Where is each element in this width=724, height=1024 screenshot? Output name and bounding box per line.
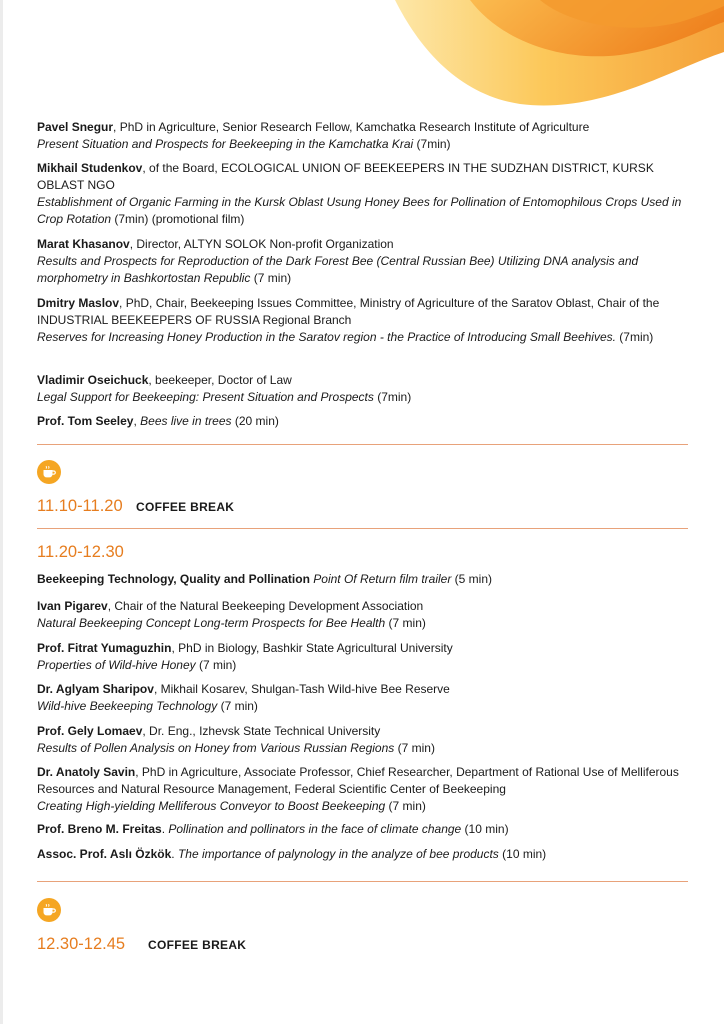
speaker-name: Mikhail Studenkov	[37, 161, 143, 175]
talk-item	[37, 821, 697, 838]
speaker-affiliation: .	[171, 847, 178, 861]
talk-title: Reserves for Increasing Honey Production in the Saratov region - the Practice of Introducing Small Beehives.	[37, 330, 616, 344]
talk-duration: (5 min)	[451, 572, 492, 586]
break-label: COFFEE BREAK	[136, 500, 235, 514]
speaker-name: Prof. Fitrat Yumaguzhin	[37, 641, 172, 655]
talk-title: Point Of Return film trailer	[313, 572, 452, 586]
speaker-affiliation: , Chair of the Natural Beekeeping Development Association	[107, 599, 424, 613]
talk-duration: (7 min)	[385, 616, 426, 630]
talk-item	[37, 640, 697, 674]
speaker-affiliation: , of the Board, ECOLOGICAL UNION OF BEEKEEPERS IN THE SUDZHAN DISTRICT, KURSK OBLAST NGO	[37, 161, 654, 192]
speaker-name: Dmitry Maslov	[37, 296, 120, 310]
talk-duration: (7min) (promotional film)	[111, 212, 245, 226]
break-label: COFFEE BREAK	[148, 938, 247, 952]
coffee-cup-icon	[37, 898, 61, 922]
talk-item	[37, 598, 697, 632]
session-time: 11.20-12.30	[37, 543, 124, 561]
talk-duration: (20 min)	[231, 414, 279, 428]
talk-title: Results of Pollen Analysis on Honey from Various Russian Regions	[37, 741, 395, 755]
talk-title: Creating High-yielding Melliferous Conveyor to Boost Beekeeping	[37, 799, 386, 813]
talk-duration: (7 min)	[394, 741, 435, 755]
talk-duration: (7 min)	[195, 658, 237, 672]
talk-item	[37, 372, 697, 406]
speaker-affiliation: , Mikhail Kosarev, Shulgan-Tash Wild-hive Bee Reserve	[153, 682, 450, 696]
talk-title: Establishment of Organic Farming in the Kursk Oblast Usung Honey Bees for Pollination of Entomophilous Crops Used in Crop Rotation	[37, 195, 682, 226]
speaker-name: Dr. Anatoly Savin	[37, 765, 136, 779]
talk-duration: (7 min)	[250, 271, 292, 285]
speaker-affiliation: , beekeeper, Doctor of Law	[148, 373, 292, 387]
talk-title: Legal Support for Beekeeping: Present Situation and Prospects	[37, 390, 374, 404]
talk-item	[37, 295, 697, 346]
talk-title: Results and Prospects for Reproduction of the Dark Forest Bee (Central Russian Bee) Utilizing DNA analysis and morphometry in Bashkortostan Republic	[37, 254, 639, 285]
talk-title: Present Situation and Prospects for Beekeeping in the Kamchatka Krai	[37, 137, 414, 151]
speaker-name: Assoc. Prof. Aslı Özkök	[37, 847, 172, 861]
talk-item	[37, 571, 697, 588]
speaker-name: Marat Khasanov	[37, 237, 130, 251]
speaker-affiliation: .	[161, 822, 169, 836]
talk-item	[37, 681, 697, 715]
talk-duration: (7min)	[413, 137, 451, 151]
break-time: 11.10-11.20	[37, 497, 123, 515]
talk-item	[37, 413, 697, 430]
speaker-name: Ivan Pigarev	[37, 599, 108, 613]
speaker-affiliation: , PhD in Biology, Bashkir State Agricultural University	[171, 641, 453, 655]
talk-duration: (7 min)	[217, 699, 258, 713]
speaker-name: Prof. Breno M. Freitas	[37, 822, 162, 836]
speaker-name: Pavel Snegur	[37, 120, 114, 134]
section-divider	[37, 528, 688, 529]
talk-item	[37, 119, 697, 153]
speaker-affiliation: ,	[133, 414, 141, 428]
speaker-affiliation: , PhD in Agriculture, Senior Research Fellow, Kamchatka Research Institute of Agriculture	[113, 120, 590, 134]
section-divider	[37, 881, 688, 882]
talk-item	[37, 764, 697, 815]
break-time: 12.30-12.45	[37, 935, 126, 953]
talk-duration: (7min)	[373, 390, 412, 404]
speaker-name: Prof. Tom Seeley	[37, 414, 134, 428]
talk-duration: (10 min)	[498, 847, 547, 861]
speaker-affiliation: , PhD, Chair, Beekeeping Issues Committee, Ministry of Agriculture of the Saratov Oblast, Chair of the INDUSTRIAL BEEKEEPERS OF RUSSIA Regional Branch	[37, 296, 660, 327]
speaker-affiliation: , Director, ALTYN SOLOK Non-profit Organization	[129, 237, 394, 251]
talk-title: Bees live in trees	[140, 414, 232, 428]
talk-title: Properties of Wild-hive Honey	[37, 658, 196, 672]
speaker-name: Dr. Aglyam Sharipov	[37, 682, 154, 696]
decorative-wave-graphic	[0, 0, 724, 110]
speaker-name: Vladimir Oseichuck	[37, 373, 149, 387]
talk-item	[37, 846, 697, 863]
speaker-affiliation: , Dr. Eng., Izhevsk State Technical University	[142, 724, 381, 738]
speaker-affiliation: , PhD in Agriculture, Associate Professor, Chief Researcher, Department of Rational Use of Melliferous Resources and Natural Resource Management, Federal Scientific Center of Beekeeping	[37, 765, 679, 796]
talk-title: Natural Beekeeping Concept Long-term Prospects for Bee Health	[37, 616, 386, 630]
talk-item	[37, 236, 697, 287]
coffee-cup-icon	[37, 460, 61, 484]
talk-duration: (7 min)	[385, 799, 426, 813]
section-divider	[37, 444, 688, 445]
talk-title: Wild-hive Beekeeping Technology	[37, 699, 218, 713]
talk-duration: (10 min)	[461, 822, 509, 836]
talk-title: Pollination and pollinators in the face of climate change	[168, 822, 462, 836]
speaker-name: Prof. Gely Lomaev	[37, 724, 143, 738]
talk-item	[37, 160, 697, 228]
talk-item	[37, 723, 697, 757]
page-edge	[0, 0, 3, 1024]
speaker-name: Beekeeping Technology, Quality and Pollination	[37, 572, 310, 586]
talk-duration: (7min)	[615, 330, 654, 344]
talk-title: The importance of palynology in the analyze of bee products	[177, 847, 499, 861]
